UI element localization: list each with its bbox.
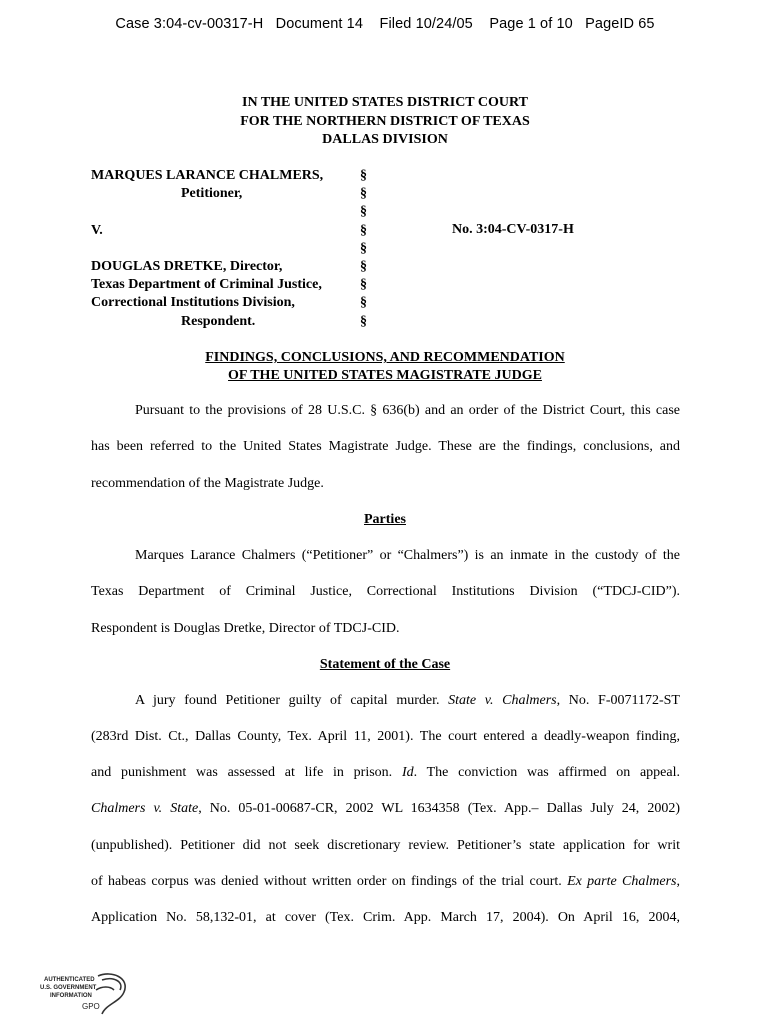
gpo-authentication-logo	[40, 972, 132, 1018]
title-line-1: FINDINGS, CONCLUSIONS, AND RECOMMENDATION	[205, 350, 565, 365]
parties-heading: Parties	[364, 512, 406, 527]
respondent-division: Correctional Institutions Division,	[91, 295, 295, 311]
statement-line-4: Chalmers v. State, No. 05-01-00687-CR, 2002 WL 1634358 (Tex. App.– Dallas July 24, 2002)	[91, 801, 680, 816]
court-line-1: IN THE UNITED STATES DISTRICT COURT	[242, 95, 528, 110]
statement-line-5: (unpublished). Petitioner did not seek discretionary review. Petitioner’s state application for writ	[91, 838, 680, 853]
eagle-swoosh-icon	[96, 974, 125, 1014]
case-number: No. 3:04-CV-0317-H	[452, 222, 574, 237]
section-mark: §	[360, 277, 367, 293]
intro-line-3: recommendation of the Magistrate Judge.	[91, 476, 324, 491]
section-mark: §	[360, 295, 367, 311]
statement-line-7: Application No. 58,132-01, at cover (Tex. Crim. App. March 17, 2004). On April 16, 2004,	[91, 910, 680, 925]
section-mark: §	[360, 222, 367, 238]
respondent-role: Respondent.	[181, 313, 256, 329]
document-title	[0, 349, 770, 384]
gpo-logo-line-3: INFORMATION	[50, 993, 92, 999]
parties-line-3: Respondent is Douglas Dretke, Director of TDCJ-CID.	[91, 621, 400, 636]
respondent-agency: Texas Department of Criminal Justice,	[91, 277, 322, 293]
court-line-3: DALLAS DIVISION	[322, 132, 448, 147]
title-line-2: OF THE UNITED STATES MAGISTRATE JUDGE	[228, 367, 542, 383]
statement-heading: Statement of the Case	[319, 657, 451, 672]
intro-line-1: Pursuant to the provisions of 28 U.S.C. § 636(b) and an order of the District Court, this case	[135, 403, 680, 418]
respondent-name: DOUGLAS DRETKE, Director,	[91, 259, 283, 275]
section-marks-column	[360, 167, 374, 331]
court-line-2: FOR THE NORTHERN DISTRICT OF TEXAS	[240, 113, 530, 129]
gpo-logo-line-2: U.S. GOVERNMENT	[40, 985, 97, 991]
petitioner-role: Petitioner,	[181, 186, 243, 202]
section-mark: §	[360, 204, 367, 220]
intro-line-2: has been referred to the United States Magistrate Judge. These are the findings, conclusions, and	[91, 439, 680, 454]
case-citation-italic: Chalmers v. State	[91, 801, 199, 816]
id-citation-italic: Id	[401, 765, 414, 780]
court-heading	[0, 94, 770, 150]
section-mark: §	[360, 186, 367, 202]
statement-line-2: (283rd Dist. Ct., Dallas County, Tex. April 11, 2001). The court entered a deadly-weapon finding,	[91, 729, 680, 744]
parties-line-2: Texas Department of Criminal Justice, Correctional Institutions Division (“TDCJ-CID”).	[91, 584, 680, 599]
statement-line-3: and punishment was assessed at life in prison. Id. The conviction was affirmed on appeal.	[91, 765, 680, 780]
section-mark: §	[360, 259, 367, 275]
section-mark: §	[360, 313, 367, 329]
case-citation-italic: State v. Chalmers	[448, 693, 557, 708]
section-mark: §	[360, 168, 367, 183]
case-caption-parties	[91, 167, 371, 331]
section-mark: §	[360, 240, 367, 256]
statement-line-1: A jury found Petitioner guilty of capital murder. State v. Chalmers, No. F-0071172-ST	[135, 693, 680, 708]
case-header-stamp: Case 3:04-cv-00317-H Document 14 Filed 10/24/05 Page 1 of 10 PageID 65	[115, 16, 655, 32]
versus-label: V.	[91, 222, 103, 238]
gpo-logo-line-4: GPO	[82, 1002, 100, 1011]
gpo-logo-line-1: AUTHENTICATED	[44, 977, 95, 983]
parties-line-1: Marques Larance Chalmers (“Petitioner” or “Chalmers”) is an inmate in the custody of the	[135, 548, 680, 563]
statement-line-6: of habeas corpus was denied without written order on findings of the trial court. Ex parte Chalmers,	[91, 874, 680, 889]
case-citation-italic: Ex parte Chalmers	[567, 874, 677, 889]
petitioner-name: MARQUES LARANCE CHALMERS,	[91, 168, 324, 183]
